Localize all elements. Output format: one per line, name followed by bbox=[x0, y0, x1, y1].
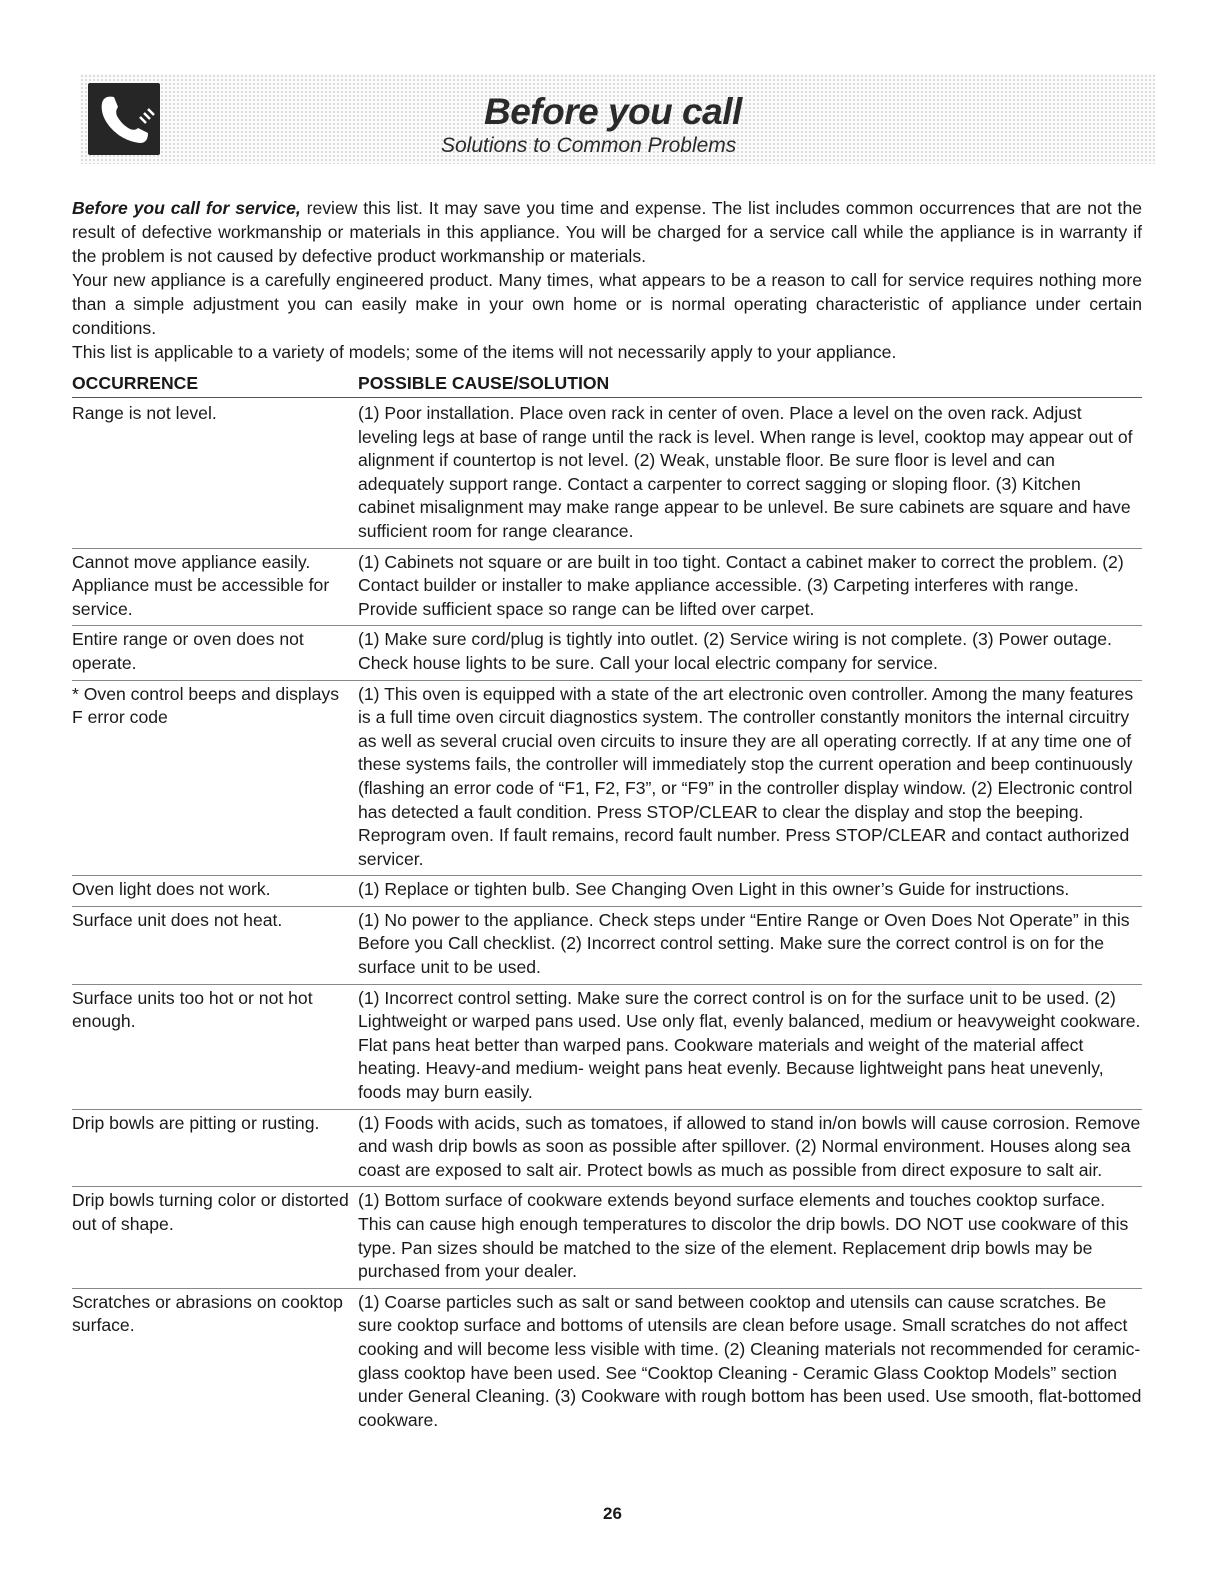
table-row bbox=[72, 907, 1142, 985]
occurrence-cell: Range is not level. bbox=[72, 403, 217, 423]
page-title: Before you call bbox=[484, 91, 742, 132]
occurrence-cell: Cannot move appliance easily. Appliance must be accessible for service. bbox=[72, 551, 330, 619]
solution-cell: (1) No power to the appliance. Check steps under “Entire Range or Oven Does Not Operate” in this Before you Call checklist. (2) Incorrect control setting. Make sure the correct control is on for the surface unit to be used. bbox=[358, 909, 1130, 978]
table-row bbox=[72, 400, 1142, 549]
occurrence-cell: Drip bowls turning color or distorted out of shape. bbox=[72, 1190, 349, 1234]
solution-cell: (1) Coarse particles such as salt or sand between cooktop and utensils can cause scratches. Be sure cooktop surface and bottoms of utensils are clean before usage. Small scratches do not affect cooking and will become less visible with time. (2) Cleaning materials not recommended for ceramic-glass cooktop have been used. See “Cooktop Cleaning - Ceramic Glass Cooktop Models” section under General Cleaning. (3) Cookware with rough bottom has been used. Use smooth, flat-bottomed cookware. bbox=[358, 1291, 1142, 1430]
table-row bbox=[72, 681, 1142, 877]
table-header bbox=[72, 371, 1142, 398]
solution-cell: (1) Cabinets not square or are built in too tight. Contact a cabinet maker to correct the problem. (2) Contact builder or installer to make appliance accessible. (3) Carpeting interferes with range. Provide sufficient space so range can be lifted over carpet. bbox=[358, 551, 1124, 619]
intro-lead: Before you call for service, bbox=[72, 198, 301, 218]
occurrence-cell: Oven light does not work. bbox=[72, 879, 271, 900]
solution-cell: (1) Foods with acids, such as tomatoes, if allowed to stand in/on bowls will cause corrosion. Remove and wash drip bowls as soon as possible after spillover. (2) Normal environment. Houses along sea coast are exposed to salt air. Protect bowls as much as possible from direct exposure to salt air. bbox=[358, 1112, 1141, 1180]
page-subtitle: Solutions to Common Problems bbox=[441, 134, 737, 157]
intro-paragraph-3: This list is applicable to a variety of models; some of the items will not necessarily apply to your appliance. bbox=[72, 342, 897, 362]
solution-cell: (1) Bottom surface of cookware extends beyond surface elements and touches cooktop surface. This can cause high enough temperatures to discolor the drip bowls. DO NOT use cookware of this type. Pan sizes should be matched to the size of the element. Replacement drip bowls may be purchased from your dealer. bbox=[358, 1190, 1129, 1282]
page-number: 26 bbox=[603, 1504, 622, 1523]
table-row bbox=[72, 985, 1142, 1110]
solution-cell: (1) Incorrect control setting. Make sure the correct control is on for the surface unit to be used. (2) Lightweight or warped pans used. Use only flat, evenly balanced, medium or heavyweight cookware. Flat pans heat better than warped pans. Cookware materials and weight of the material affect heating. Heavy-and medium- weight pans heat evenly. Because lightweight pans heat unevenly, foods may burn easily. bbox=[358, 987, 1141, 1103]
intro-paragraph-1-text: review this list. It may save you time and expense. The list includes common occurrences that are not the result of defective workmanship or materials in this appliance. You will be charged for a service call while the appliance is in warranty if the problem is not caused by defective product workmanship or materials. bbox=[72, 198, 1143, 266]
occurrence-cell: * Oven control beeps and displays F error code bbox=[72, 683, 339, 728]
occurrence-column-header: OCCURRENCE bbox=[72, 373, 199, 393]
solution-cell: (1) Poor installation. Place oven rack in center of oven. Place a level on the oven rack. Adjust leveling legs at base of range until the rack is level. When range is level, cooktop may appear out of alignment if countertop is not level. (2) Weak, unstable floor. Be sure floor is level and can adequately support range. Contact a carpenter to correct sagging or sloping floor. (3) Kitchen cabinet misalignment may make range appear to be unlevel. Be sure cabinets are square and have sufficient room for range clearance. bbox=[358, 403, 1133, 541]
occurrence-cell: Scratches or abrasions on cooktop surface. bbox=[72, 1291, 343, 1336]
occurrence-cell: Entire range or oven does not operate. bbox=[72, 629, 304, 673]
table-row bbox=[72, 1110, 1142, 1188]
intro-paragraph-1 bbox=[72, 196, 1142, 268]
troubleshooting-table bbox=[72, 400, 1142, 1436]
occurrence-cell: Drip bowls are pitting or rusting. bbox=[72, 1112, 320, 1133]
table-row bbox=[72, 626, 1142, 680]
phone-icon bbox=[88, 83, 160, 155]
intro-text bbox=[72, 196, 1142, 364]
intro-paragraph-2: Your new appliance is a carefully engineered product. Many times, what appears to be a reason to call for service requires nothing more than a simple adjustment you can easily make in your own home or is normal operating characteristic of appliance under certain conditions. bbox=[72, 270, 1142, 338]
solution-column-header: POSSIBLE CAUSE/SOLUTION bbox=[358, 373, 610, 393]
occurrence-cell: Surface unit does not heat. bbox=[72, 909, 283, 930]
table-row bbox=[72, 876, 1142, 907]
table-row bbox=[72, 549, 1142, 627]
solution-cell: (1) Replace or tighten bulb. See Changing Oven Light in this owner’s Guide for instructions. bbox=[358, 879, 1070, 900]
solution-cell: (1) This oven is equipped with a state of the art electronic oven controller. Among the many features is a full time oven circuit diagnostics system. The controller constantly monitors the internal circuitry as well as several crucial oven circuits to insure they are all operating correctly. If at any time one of these systems fails, the controller will immediately stop the current operation and beep continuously (flashing an error code of “F1, F2, F3”, or “F9” in the controller display window. (2) Electronic control has detected a fault condition. Press STOP/CLEAR to clear the display and stop the beeping. Reprogram oven. If fault remains, record fault number. Press STOP/CLEAR and contact authorized servicer. bbox=[358, 683, 1134, 869]
occurrence-cell: Surface units too hot or not hot enough. bbox=[72, 987, 313, 1032]
solution-cell: (1) Make sure cord/plug is tightly into outlet. (2) Service wiring is not complete. (3) Power outage. Check house lights to be sure. Call your local electric company for service. bbox=[358, 629, 1112, 673]
table-row bbox=[72, 1289, 1142, 1437]
table-row bbox=[72, 1187, 1142, 1288]
